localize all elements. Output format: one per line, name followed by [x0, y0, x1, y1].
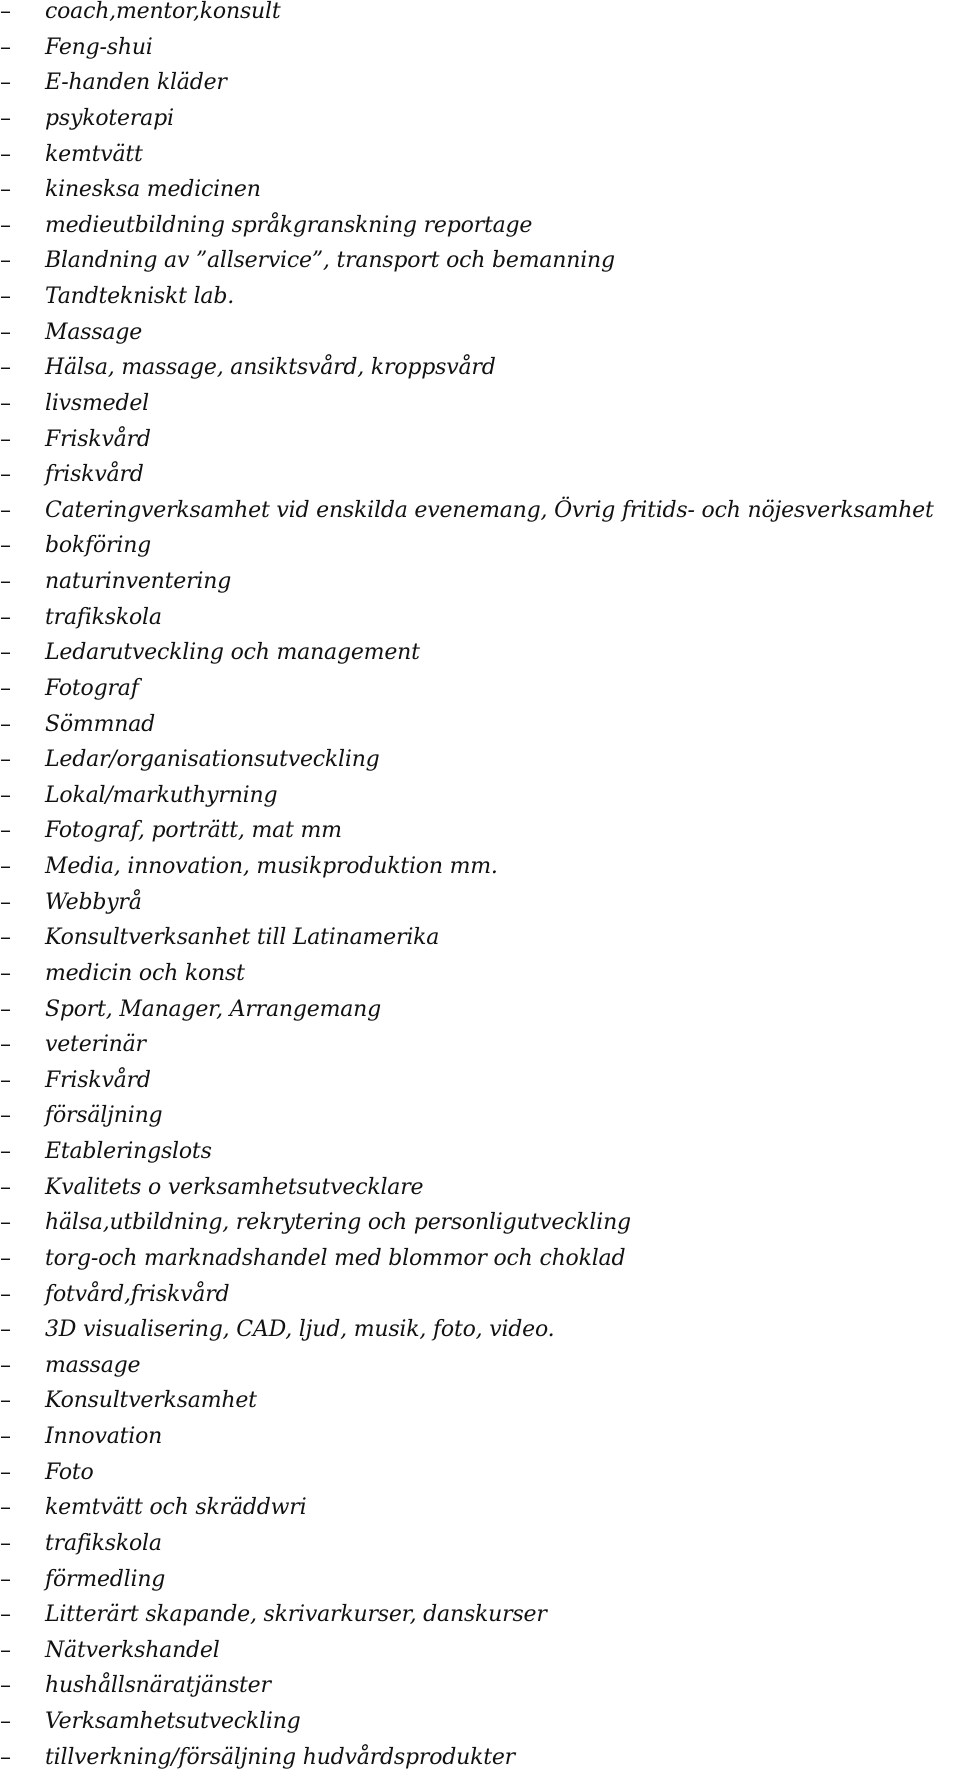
list-item — [0, 600, 960, 636]
list-item-text: kinesksa medicinen — [45, 177, 261, 203]
list-item — [0, 172, 960, 208]
list-item-text: Konsultverksanhet till Latinamerika — [45, 925, 440, 951]
bullet-dash: – — [0, 1744, 11, 1770]
list-item-text: fotvård,friskvård — [45, 1281, 230, 1307]
bullet-dash: – — [0, 711, 11, 737]
list-item — [0, 1241, 960, 1277]
list-item — [0, 279, 960, 315]
list-item-text: E-handen kläder — [45, 70, 227, 96]
list-item — [0, 1704, 960, 1740]
bullet-dash: – — [0, 141, 11, 167]
list-item-text: Blandning av ”allservice”, transport och bemanning — [45, 248, 615, 274]
list-item-text: tillverkning/försäljning hudvårdsprodukter — [45, 1744, 515, 1770]
list-item-text: Ledarutveckling och management — [45, 640, 420, 666]
list-item-text: Friskvård — [45, 426, 151, 452]
list-item — [0, 0, 960, 30]
list-item — [0, 1205, 960, 1241]
list-item-text: Tandtekniskt lab. — [45, 284, 235, 309]
bullet-dash: – — [0, 1210, 11, 1236]
list-item-text: Media, innovation, musikproduktion mm. — [45, 854, 498, 879]
list-item-text: trafikskola — [45, 604, 162, 630]
list-item-text: Massage — [45, 319, 143, 345]
list-item — [0, 457, 960, 493]
list-item — [0, 1455, 960, 1491]
list-item — [0, 1312, 960, 1348]
list-item-text: psykoterapi — [45, 105, 174, 131]
list-item-text: Friskvård — [45, 1067, 151, 1093]
bullet-dash: – — [0, 533, 11, 559]
list-item-text: Webbyrå — [45, 889, 142, 915]
list-item — [0, 635, 960, 671]
list-item-text: naturinventering — [45, 569, 232, 594]
list-item — [0, 778, 960, 814]
bullet-dash: – — [0, 889, 11, 915]
list-item — [0, 1668, 960, 1704]
list-item — [0, 1134, 960, 1170]
bullet-dash: – — [0, 782, 11, 808]
list-item — [0, 1027, 960, 1063]
list-item — [0, 101, 960, 137]
bullet-dash: – — [0, 1459, 11, 1485]
bullet-dash: – — [0, 462, 11, 488]
list-item — [0, 422, 960, 458]
list-item — [0, 1098, 960, 1134]
list-item-text: försäljning — [45, 1103, 163, 1129]
list-item — [0, 243, 960, 279]
bullet-dash: – — [0, 1281, 11, 1307]
list-item-text: friskvård — [45, 462, 144, 488]
list-item — [0, 30, 960, 66]
list-item — [0, 1170, 960, 1206]
bullet-dash: – — [0, 1067, 11, 1093]
list-item — [0, 671, 960, 707]
list-item-text: Feng-shui — [45, 34, 153, 60]
bullet-dash: – — [0, 177, 11, 203]
bullet-dash: – — [0, 284, 11, 309]
bullet-dash: – — [0, 1709, 11, 1734]
bullet-dash: – — [0, 640, 11, 666]
list-item-text: Kvalitets o verksamhetsutvecklare — [45, 1174, 424, 1200]
list-item — [0, 386, 960, 422]
bullet-dash: – — [0, 1566, 11, 1592]
list-item-text: veterinär — [45, 1032, 146, 1058]
list-item-text: kemtvätt och skräddwri — [45, 1495, 307, 1521]
bullet-dash: – — [0, 747, 11, 773]
list-item — [0, 1277, 960, 1313]
bullet-dash: – — [0, 248, 11, 274]
bullet-dash: – — [0, 960, 11, 986]
list-item-text: Lokal/markuthyrning — [45, 782, 278, 808]
list-item-text: bokföring — [45, 533, 152, 559]
list-item — [0, 1490, 960, 1526]
bullet-dash: – — [0, 1637, 11, 1663]
list-item — [0, 1419, 960, 1455]
bullet-dash: – — [0, 426, 11, 452]
list-item-text: torg-och marknadshandel med blommor och choklad — [45, 1245, 626, 1271]
list-item — [0, 849, 960, 885]
list-item-text: Konsultverksamhet — [45, 1388, 257, 1414]
list-item-text: livsmedel — [45, 390, 150, 416]
list-item — [0, 707, 960, 743]
list-item — [0, 1348, 960, 1384]
list-item — [0, 493, 960, 529]
bullet-dash: – — [0, 1530, 11, 1556]
bullet-dash: – — [0, 319, 11, 345]
list-item — [0, 1063, 960, 1099]
bullet-dash: – — [0, 1352, 11, 1378]
bullet-dash: – — [0, 105, 11, 131]
list-item — [0, 137, 960, 173]
list-item-text: Sömmnad — [45, 711, 156, 737]
bullet-dash: – — [0, 1139, 11, 1164]
bullet-dash: – — [0, 1174, 11, 1200]
list-item-text: hälsa,utbildning, rekrytering och personligutveckling — [45, 1210, 631, 1236]
bullet-dash: – — [0, 0, 11, 24]
list-item — [0, 208, 960, 244]
bullet-dash: – — [0, 925, 11, 951]
list-item-text: Nätverkshandel — [45, 1637, 220, 1663]
bullet-dash: – — [0, 604, 11, 630]
bullet-dash: – — [0, 1673, 11, 1699]
list-item-text: Hälsa, massage, ansiktsvård, kroppsvård — [45, 355, 496, 381]
bullet-dash: – — [0, 675, 11, 701]
list-item-text: Cateringverksamhet vid enskilda evenemang, Övrig fritids- och nöjesverksamhet — [45, 497, 934, 523]
bullet-dash: – — [0, 1103, 11, 1129]
list-item-text: hushållsnäratjänster — [45, 1673, 271, 1699]
list-item-text: trafikskola — [45, 1530, 162, 1556]
bullet-dash: – — [0, 854, 11, 879]
list-item — [0, 1526, 960, 1562]
list-item — [0, 528, 960, 564]
list-item-text: 3D visualisering, CAD, ljud, musik, foto, video. — [45, 1317, 555, 1343]
list-item — [0, 885, 960, 921]
list-item-text: Fotograf — [45, 675, 139, 701]
bullet-dash: – — [0, 1495, 11, 1521]
list-item — [0, 1562, 960, 1598]
list-item-text: förmedling — [45, 1566, 166, 1592]
bullet-dash: – — [0, 212, 11, 238]
bullet-dash: – — [0, 996, 11, 1022]
list-item — [0, 315, 960, 351]
list-item-text: medieutbildning språkgranskning reportage — [45, 212, 533, 238]
list-item-text: kemtvätt — [45, 141, 143, 167]
list-item — [0, 1597, 960, 1633]
list-item — [0, 350, 960, 386]
list-item — [0, 1633, 960, 1669]
bullet-dash: – — [0, 1245, 11, 1271]
bullet-dash: – — [0, 569, 11, 594]
bullet-dash: – — [0, 1317, 11, 1343]
bullet-dash: – — [0, 1424, 11, 1449]
list-item — [0, 813, 960, 849]
list-item — [0, 564, 960, 600]
list-item — [0, 920, 960, 956]
list-item-text: massage — [45, 1352, 141, 1378]
list-item-text: Verksamhetsutveckling — [45, 1709, 301, 1734]
bullet-dash: – — [0, 1032, 11, 1058]
list-item — [0, 956, 960, 992]
bullet-dash: – — [0, 497, 11, 523]
list-item-text: Ledar/organisationsutveckling — [45, 747, 380, 773]
bullet-dash: – — [0, 34, 11, 60]
list-item-text: medicin och konst — [45, 960, 245, 986]
bullet-dash: – — [0, 1602, 11, 1628]
list-item — [0, 992, 960, 1028]
bullet-dash: – — [0, 355, 11, 381]
list-item-text: Foto — [45, 1459, 94, 1485]
bullet-dash: – — [0, 1388, 11, 1414]
list-item-text: Etableringslots — [45, 1139, 212, 1164]
list-item-text: Fotograf, porträtt, mat mm — [45, 818, 342, 844]
list-item-text: Litterärt skapande, skrivarkurser, danskurser — [45, 1602, 547, 1628]
bullet-dash: – — [0, 70, 11, 96]
list-item-text: Sport, Manager, Arrangemang — [45, 996, 381, 1022]
list-item-text: Innovation — [45, 1424, 163, 1449]
list-item — [0, 742, 960, 778]
bullet-dash: – — [0, 818, 11, 844]
bullet-dash: – — [0, 390, 11, 416]
list-item-text: coach,mentor,konsult — [45, 0, 281, 24]
list-item — [0, 65, 960, 101]
list-item — [0, 1740, 960, 1776]
list-item — [0, 1383, 960, 1419]
